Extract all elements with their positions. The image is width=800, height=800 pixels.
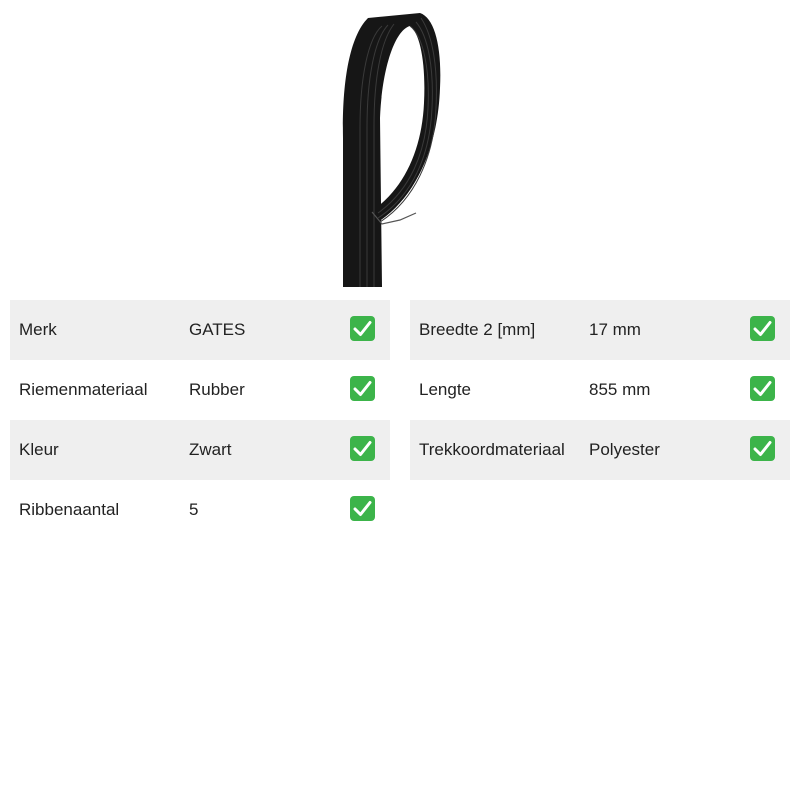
spec-row-riemenmateriaal [10, 360, 390, 420]
spec-table-left [10, 300, 390, 540]
spec-value: Polyester [589, 440, 660, 459]
spec-row-breedte [410, 300, 790, 360]
spec-label: Breedte 2 [mm] [419, 320, 536, 339]
spec-value: GATES [189, 320, 246, 339]
spec-label: Trekkoordmateriaal [419, 440, 565, 459]
check-icon [750, 316, 775, 341]
spec-label: Lengte [419, 380, 471, 399]
spec-label: Ribbenaantal [19, 500, 120, 519]
check-icon [350, 496, 375, 521]
spec-row-lengte [410, 360, 790, 420]
spec-row-merk [10, 300, 390, 360]
check-icon [350, 376, 375, 401]
ribbed-v-belt-image [320, 8, 480, 290]
spec-value: Rubber [189, 380, 245, 399]
spec-label: Riemenmateriaal [19, 380, 148, 399]
spec-row-kleur [10, 420, 390, 480]
spec-label: Merk [19, 320, 57, 339]
check-icon [350, 316, 375, 341]
spec-value: 17 mm [589, 320, 641, 339]
spec-value: Zwart [189, 440, 232, 459]
spec-value: 5 [189, 500, 199, 519]
check-icon [750, 376, 775, 401]
check-icon [350, 436, 375, 461]
spec-table-right [410, 300, 790, 480]
check-icon [750, 436, 775, 461]
spec-row-trekkoordmateriaal [410, 420, 790, 480]
spec-row-ribbenaantal [10, 480, 390, 540]
spec-value: 855 mm [589, 380, 651, 399]
spec-label: Kleur [19, 440, 59, 459]
